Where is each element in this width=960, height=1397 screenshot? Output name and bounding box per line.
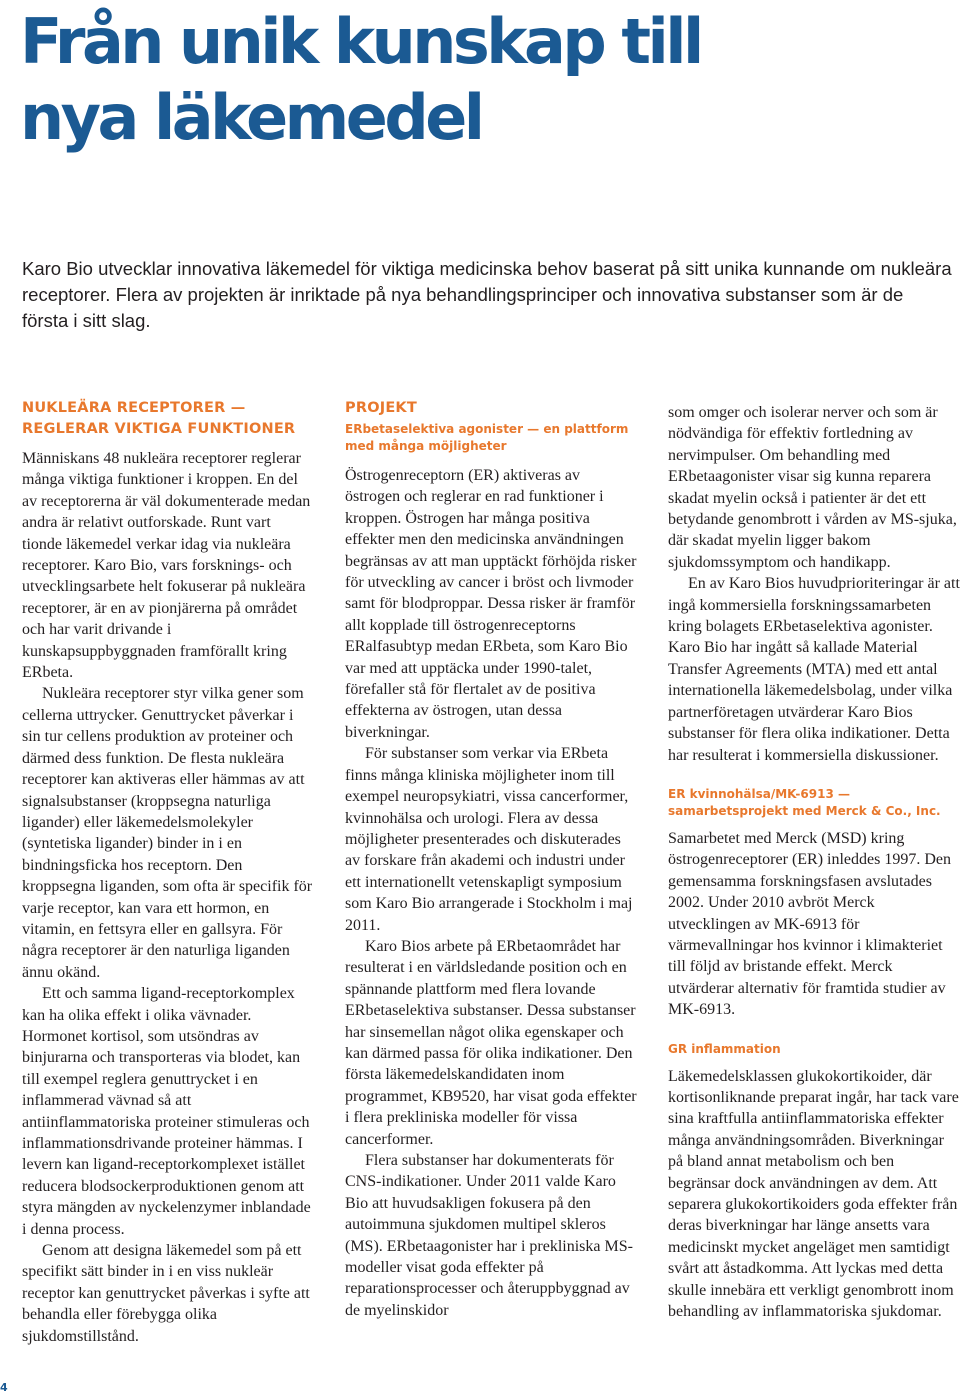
section-heading-line-1: NUKLEÄRA RECEPTORER — [22, 400, 246, 416]
subheading-merck [668, 786, 960, 820]
body-paragraph: Ett och samma ligand-receptorkomplex kan ha olika effekt i olika vävnader. Hormonet kortisol, som utsöndras av binjurarna och transporteras via blodet, kan till exempel reglera genuttrycket i en inflammerad vävnad så att antiinflammatoriska proteiner stimuleras och inflammationsdrivande proteiner hämmas. I levern kan ligand-receptorkomplexet istället reducera blodsockerproduktionen genom att styra mängden av nyckelenzymer inblandade i denna process. [22, 985, 311, 1238]
subheading-line-1: ERbetaselektiva agonister — en plattform [345, 422, 629, 436]
subheading-line-1: ER kvinnohälsa/MK-6913 — [668, 786, 850, 801]
body-paragraph: som omger och isolerar nerver och som är nödvändiga för effektiv fortledning av nervimpulser. Om behandling med ERbetaagonister visar sig kunna reparera skadat myelin också i patienter är det ett betydande genombrott i vården av MS-sjuka, där skadat myelin ligger bakom sjukdomssymptom och handikapp. [668, 404, 957, 571]
column-1 [22, 398, 314, 1347]
body-paragraph: Genom att designa läkemedel som på ett specifikt sätt binder in i en viss nukleär receptor kan genuttrycket påverkas i syfte att behandla eller förebygga olika sjukdomstillstånd. [22, 1242, 310, 1345]
lead-paragraph: Karo Bio utvecklar innovativa läkemedel för viktiga medicinska behov baserat på sitt unika kunnande om nukleära receptorer. Flera av projekten är inriktade på nya behandlingsprinciper och innovativa substanser som är de första i sitt slag. [22, 258, 952, 331]
subheading-line-2: samarbetsprojekt med Merck & Co., Inc. [668, 803, 941, 818]
column-3 [668, 402, 960, 1322]
page-title [20, 4, 920, 156]
column-2 [345, 398, 637, 1321]
page-title-line-2: nya läkemedel [20, 81, 482, 154]
body-paragraph: Läkemedelsklassen glukokortikoider, där kortisonliknande preparat ingår, har tack vare sina kraftfulla antiinflammatoriska effekter många användningsområden. Biverkningar på bland annat metabolism och ben begränsar dock användningen av dem. Att separera glukokortikoiders goda effekter från deras biverkningar har länge ansetts vara medicinskt mycket angeläget men samtidigt svårt att åstadkomma. Att lyckas med detta skulle innebära ett verkligt genombrott inom behandling av inflammatoriska sjukdomar. [668, 1067, 959, 1321]
section-heading-line-2: REGLERAR VIKTIGA FUNKTIONER [22, 421, 296, 437]
section-heading-nuclear-receptors [22, 398, 314, 440]
body-paragraph: Människans 48 nukleära receptorer reglerar många viktiga funktioner i kroppen. En del av receptorerna är väl dokumenterade medan andra är relativt outforskade. Runt vart tionde läkemedel verkar idag via nukleära receptorer. Karo Bio, vars forsknings- och utvecklingsarbete helt fokuserar på nukleära receptorer, är en av pionjärerna på området och har varit drivande i kunskapsuppbyggnaden framförallt kring ERbeta. [22, 450, 311, 682]
body-paragraph: Samarbetet med Merck (MSD) kring östrogenreceptorer (ER) inleddes 1997. Den gemensamma forskningsfasen avslutades 2002. Under 2010 avbröt Merck utvecklingen av MK-6913 för värmevallningar hos kvinnor i klimakteriet till följd av bristande effekt. Merck utvärderar alternativ för framtida studier av MK-6913. [668, 829, 952, 1019]
subheading-erbeta [345, 421, 637, 455]
body-paragraph: Karo Bios arbete på ERbetaområdet har resulterat i en världsledande position och en spännande plattform med flera lovande ERbetaselektiva substanser. Dessa substanser har sinsemellan något olika egenskaper och kan därmed passa för olika indikationer. Den första läkemedelskandidaten inom programmet, KB9520, har visat goda effekter i flera prekliniska modeller för vissa cancerformer. [345, 937, 637, 1148]
body-paragraph: En av Karo Bios huvudprioriteringar är att ingå kommersiella forskningssamarbeten kring bolagets ERbetaselektiva agonister. Karo Bio har ingått så kallade Material Transfer Agreements (MTA) med ett antal internationella läkemedelsbolag, under vilka partnerföretagen utvärderar Karo Bios substanser för flera olika indikationer. Detta har resulterat i kommersiella diskussioner. [668, 575, 960, 764]
page-title-line-1: Från unik kunskap till [20, 5, 701, 78]
section-heading-projects: PROJEKT [345, 400, 417, 416]
subheading-line-2: med många möjligheter [345, 439, 507, 453]
body-paragraph: Östrogenreceptorn (ER) aktiveras av östrogen och reglerar en rad funktioner i kroppen. Östrogen har många positiva effekter men den medicinska användningen begränsas av att man upptäckt förhöjda risker för utveckling av cancer i bröst och livmoder samt för blodproppar. Dessa risker är framför allt kopplade till östrogenreceptorns ERalfasubtyp medan ERbeta, som Karo Bio var med att upptäcka under 1990-talet, förefaller stå för flertalet av de positiva effekterna av östrogen, utan dessa biverkningar. [345, 467, 637, 741]
page-number: 4 [0, 1381, 8, 1394]
subheading-gr-inflammation: GR inflammation [668, 1041, 781, 1056]
body-paragraph: Nukleära receptorer styr vilka gener som cellerna uttrycker. Genuttrycket påverkar i sin tur cellens produktion av proteiner och därmed dess funktion. De flesta nukleära receptorer kan aktiveras eller hämmas av att signalsubstanser (kroppsegna naturliga ligander) eller läkemedelsmolekyler (syntetiska ligander) binder in i en bindningsficka hos receptorn. Den kroppsegna liganden, som ofta är specifik för varje receptor, kan vara ett hormon, en vitamin, en fettsyra eller en gallsyra. För några receptorer är den naturliga liganden ännu okänd. [22, 685, 313, 981]
body-paragraph: Flera substanser har dokumenterats för CNS-indikationer. Under 2011 valde Karo Bio att huvudsakligen fokusera på den autoimmuna sjukdomen multipel skleros (MS). ERbetaagonister har i prekliniska MS-modeller visat goda effekter på reparationsprocesser och återuppbyggnad av de myelinskidor [345, 1152, 633, 1319]
body-paragraph: För substanser som verkar via ERbeta finns många kliniska möjligheter inom till exempel neuropsykiatri, vissa cancerformer, kvinnohälsa och urologi. Flera av dessa möjligheter presenterades och diskuterades av forskare från akademi och industri under ett internationellt vetenskapligt symposium som Karo Bio arrangerade i Stockholm i maj 2011. [345, 745, 633, 934]
